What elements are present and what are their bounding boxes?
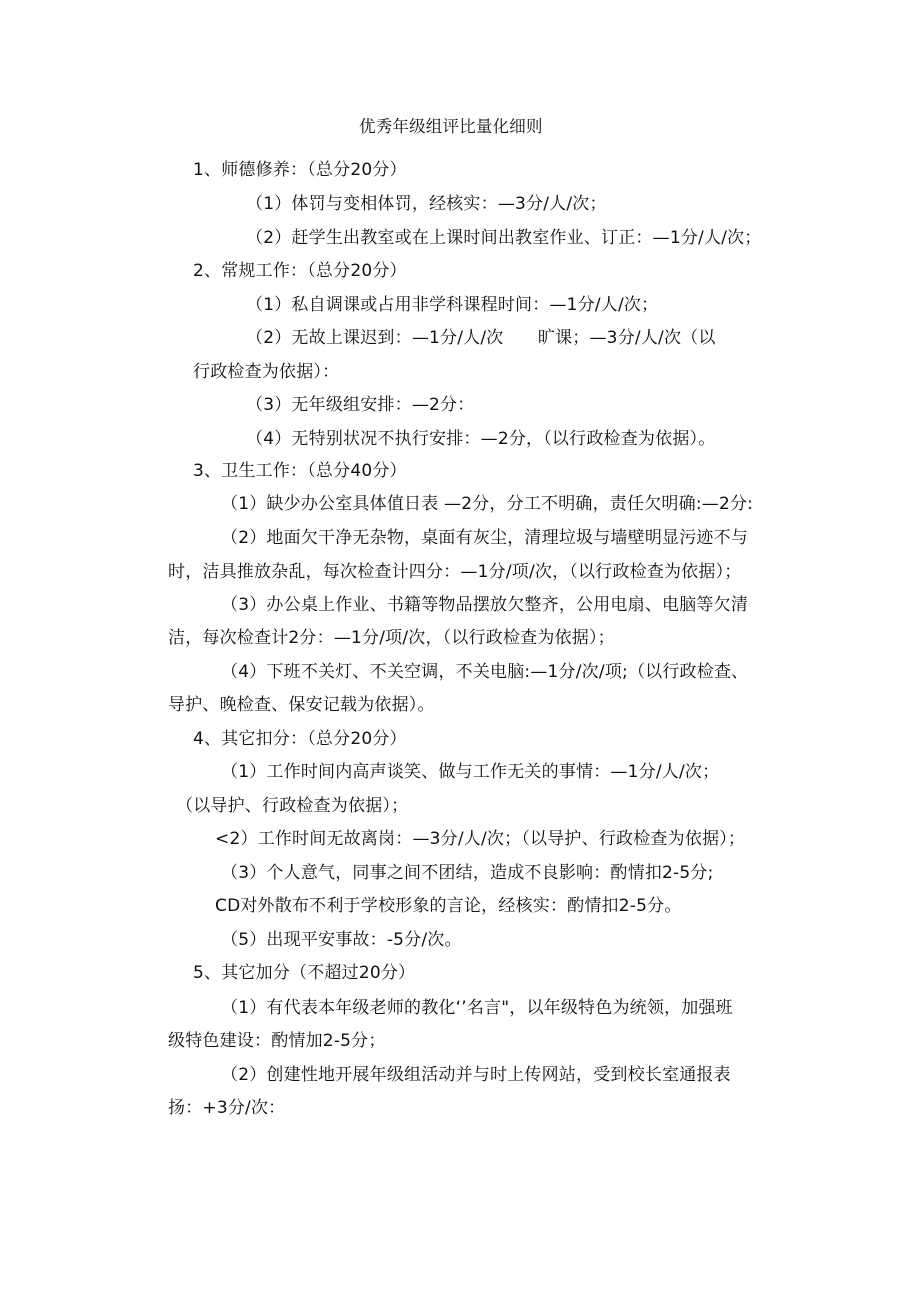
text-line: （4）下班不关灯、不关空调，不关电脑:—1分/次/项;（以行政检查、 <box>221 662 749 682</box>
text-line: （1）工作时间内高声谈笑、做与工作无关的事情：—1分/人/次； <box>221 762 720 782</box>
text-line: 洁，每次检查计2分：—1分/项/次，（以行政检查为依据）； <box>168 628 615 648</box>
section-heading: 4、其它扣分：（总分20分） <box>193 729 407 749</box>
text-line: （1）有代表本年级老师的教化‘’名言"，以年级特色为统领，加强班 <box>221 998 733 1018</box>
text-line: CD对外散布不利于学校形象的言论，经核实：酌情扣2-5分。 <box>215 896 682 916</box>
text-line: （2）无故上课迟到：—1分/人/次 旷课；—3分/人/次（以 <box>246 328 716 348</box>
text-line: （3）个人意气，同事之间不团结，造成不良影响：酌情扣2-5分; <box>221 863 714 883</box>
section-heading: 2、常规工作：（总分20分） <box>193 261 407 281</box>
text-line: （1）私自调课或占用非学科课程时间：—1分/人/次； <box>246 295 659 315</box>
text-line: 导护、晚检查、保安记载为依据）。 <box>168 695 435 715</box>
text-line: （5）出现平安事故：-5分/次。 <box>221 930 462 950</box>
text-line: 扬：+3分/次： <box>168 1098 286 1118</box>
text-line: 时，洁具推放杂乱，每次检查计四分：—1分/项/次，（以行政检查为依据）； <box>168 562 742 582</box>
text-line: 级特色建设：酌情加2-5分； <box>168 1031 386 1051</box>
section-heading: 5、其它加分（不超过20分） <box>193 963 416 983</box>
text-line: （2）地面欠干净无杂物，桌面有灰尘，清理垃圾与墙壁明显污迹不与 <box>221 528 749 548</box>
text-line: （2）创建性地开展年级组活动并与时上传网站，受到校长室通报表 <box>221 1065 731 1085</box>
text-line: （2）赶学生出教室或在上课时间出教室作业、订正：—1分/人/次； <box>246 228 762 248</box>
text-line: （以导护、行政检查为依据）； <box>176 796 409 816</box>
text-line: <2）工作时间无故离岗：—3分/人/次；（以导护、行政检查为依据）； <box>215 829 746 849</box>
text-line: 行政检查为依据）： <box>193 362 340 382</box>
text-line: （1）体罚与变相体罚，经核实：—3分/人/次； <box>246 194 607 214</box>
text-line: （4）无特别状况不执行安排：—2分，（以行政检查为依据）。 <box>246 429 716 449</box>
section-heading: 1、师德修养：（总分20分） <box>193 160 407 180</box>
section-heading: 3、卫生工作：（总分40分） <box>193 461 407 481</box>
document-title: 优秀年级组评比量化细则 <box>359 117 543 136</box>
text-line: （3）无年级组安排：—2分： <box>246 395 475 415</box>
text-line: （1）缺少办公室具体值日表 —2分，分工不明确，责任欠明确:—2分: <box>221 494 754 514</box>
text-line: （3）办公桌上作业、书籍等物品摆放欠整齐，公用电扇、电脑等欠清 <box>221 595 749 615</box>
